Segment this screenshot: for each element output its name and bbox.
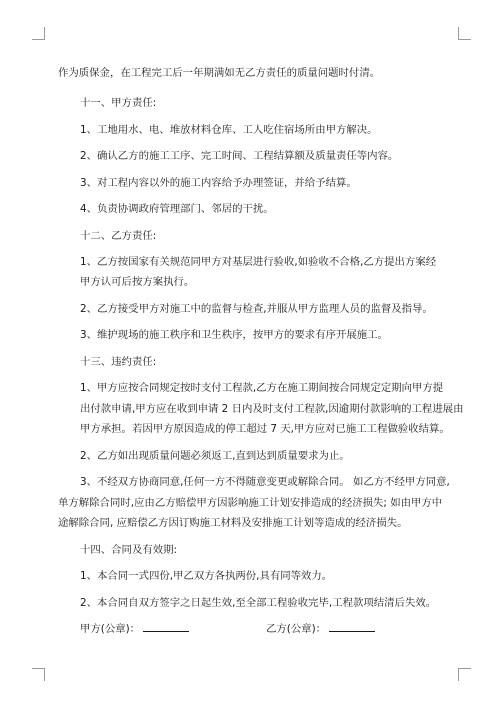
- paragraph-line: 1、本合同一式四份,甲乙双方各执两份,具有同等效力。: [80, 570, 333, 582]
- party-a-signature-line: [143, 622, 189, 632]
- paragraph-line: 1、乙方按国家有关规范同甲方对基层进行验收,如验收不合格,乙方提出方案经: [80, 256, 437, 268]
- section-heading: 十三、违约责任:: [80, 356, 157, 368]
- crop-mark-top-left: [32, 27, 45, 40]
- crop-mark-bottom-left: [32, 668, 45, 681]
- paragraph-line: 3、对工程内容以外的施工内容给予办理签证，并给予结算。: [80, 177, 357, 189]
- paragraph-line: 2、确认乙方的施工工序、完工时间、工程结算额及质量责任等内容。: [80, 150, 399, 162]
- paragraph-line: 3、不经双方协商同意,任何一方不得随意变更或解除合同。 如乙方不经甲方同意,: [80, 476, 450, 488]
- party-b-signature-line: [329, 622, 375, 632]
- paragraph-line: 甲方认可后按方案执行。: [80, 276, 195, 288]
- paragraph-line: 单方解除合同时,应由乙方赔偿甲方因影响施工计划安排造成的经济损失; 如由甲方中: [58, 497, 443, 509]
- party-b-label: 乙方(公章)：: [266, 623, 327, 635]
- paragraph-line: 4、负责协调政府管理部门、邻居的干扰。: [80, 203, 274, 215]
- party-b-signature: [266, 622, 375, 636]
- paragraph-line: 2、乙方如出现质量问题必须返工,直到达到质量要求为止。: [80, 450, 350, 462]
- paragraph-line: 3、维护现场的施工秩序和卫生秩序，按甲方的要求有序开展施工。: [80, 329, 388, 341]
- paragraph-line: 2、本合同自双方签字之日起生效,至全部工程验收完毕,工程款项结清后失效。: [80, 597, 437, 609]
- section-heading: 十一、甲方责任:: [80, 97, 157, 109]
- paragraph-line: 作为质保金，在工程完工后一年期满如无乙方责任的质量问题时付清。: [58, 67, 381, 79]
- paragraph-line: 2、乙方接受甲方对施工中的监督与检查,并服从甲方监理人员的监督及指导。: [80, 303, 433, 315]
- section-heading: 十四、合同及有效期:: [80, 544, 178, 556]
- crop-mark-top-right: [458, 27, 471, 40]
- paragraph-line: 出付款申请,甲方应在收到申请 2 日内及时支付工程款,因逾期付款影响的工程进展由: [80, 403, 464, 415]
- crop-mark-bottom-right: [458, 668, 471, 681]
- paragraph-line: 1、工地用水、电、堆放材料仓库、工人吃住宿场所由甲方解决。: [80, 124, 378, 136]
- party-a-label: 甲方(公章)：: [80, 623, 141, 635]
- paragraph-line: 1、甲方应按合同规定按时支付工程款,乙方在施工期间按合同规定定期向甲方提: [80, 382, 444, 394]
- paragraph-line: 甲方承担。若因甲方原因造成的停工超过 7 天,甲方应对已施工工程做验收结算。: [80, 423, 450, 435]
- paragraph-line: 途解除合同, 应赔偿乙方因订购施工材料及安排施工计划等造成的经济损失。: [58, 517, 408, 529]
- section-heading: 十二、乙方责任:: [80, 230, 157, 242]
- party-a-signature: [80, 622, 189, 636]
